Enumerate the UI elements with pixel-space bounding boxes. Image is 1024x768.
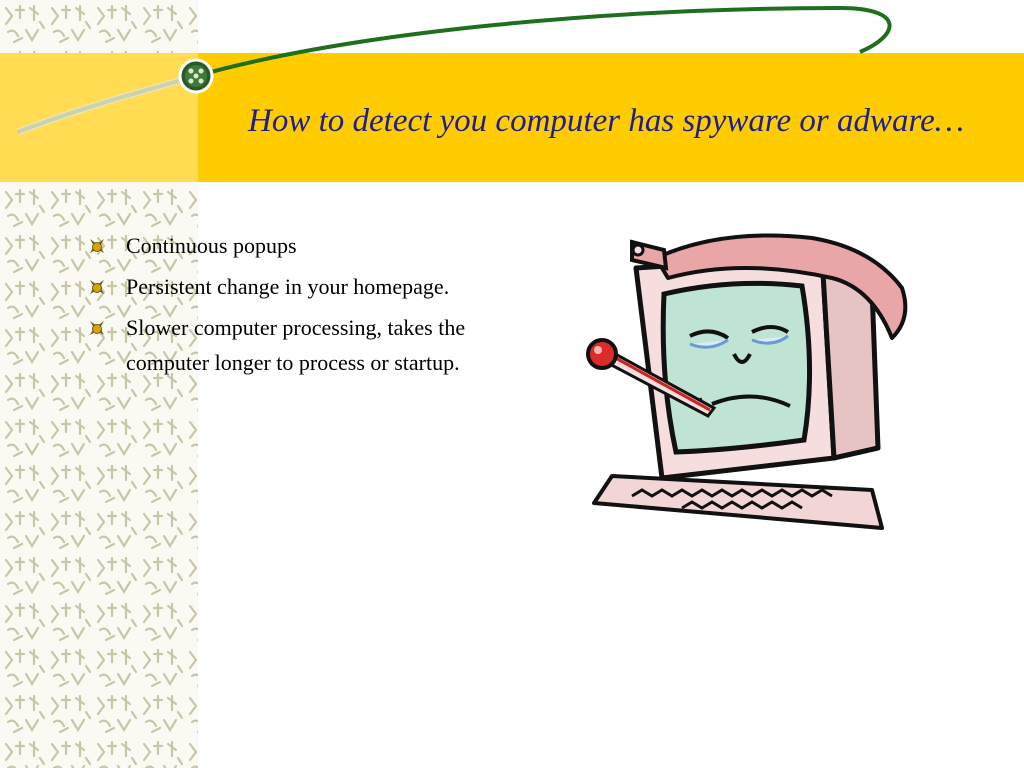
star-bullet-icon [88, 278, 106, 296]
star-bullet-icon [88, 237, 106, 255]
bullet-item [88, 269, 478, 304]
swoosh-decoration [0, 0, 1024, 190]
star-bullet-icon [88, 319, 106, 337]
monitor-icon [636, 256, 878, 478]
keyboard-icon [594, 476, 882, 528]
sick-computer-clipart [572, 228, 922, 543]
bullet-item [88, 228, 478, 263]
bullet-item [88, 310, 478, 380]
bullet-text: Slower computer processing, takes the computer longer to process or startup. [126, 315, 466, 375]
green-node-icon [180, 60, 212, 92]
bullet-list [88, 228, 478, 386]
slide-title: How to detect you computer has spyware or adware… [248, 103, 965, 139]
bullet-text: Persistent change in your homepage. [126, 274, 450, 299]
bullet-text: Continuous popups [126, 233, 297, 258]
